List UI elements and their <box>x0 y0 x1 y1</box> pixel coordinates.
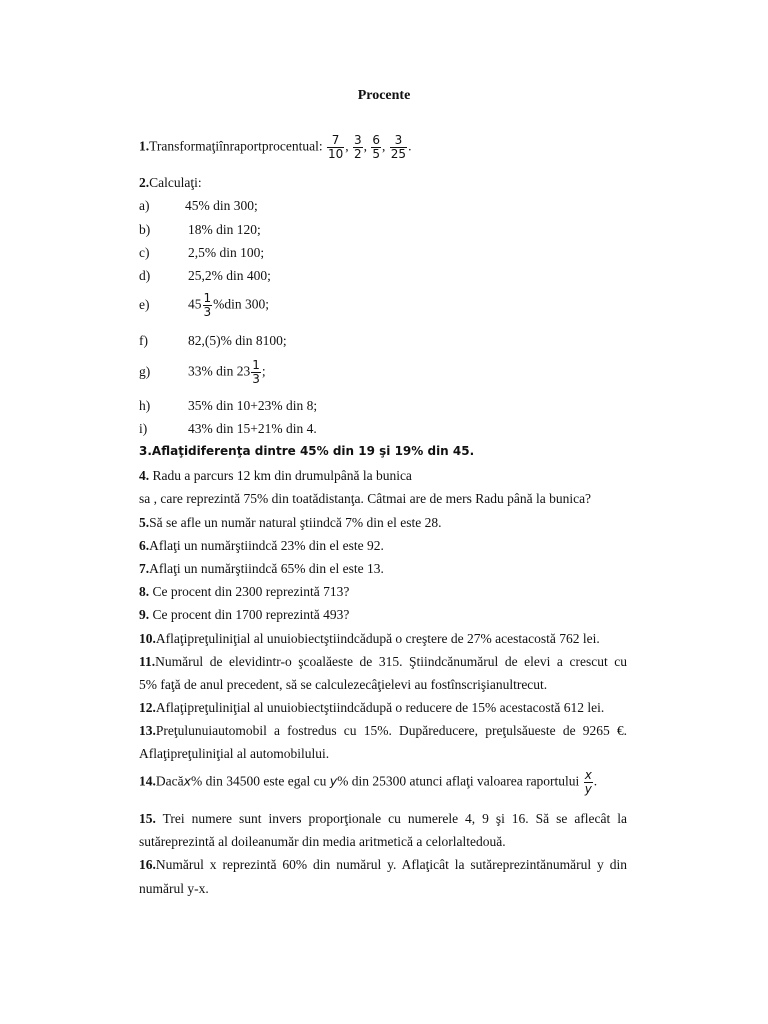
page-title: Procente <box>357 88 411 103</box>
exercise-12: 12.Aflaţipreţuliniţial al unuiobiectştiindcădupă o reducere de 15% acestacostă 612 lei. <box>139 700 605 715</box>
exercise-13-cont: Aflaţipreţuliniţial al automobilului. <box>139 746 330 761</box>
exercise-16: 16.Numărul x reprezintă 60% din numărul y. Aflaţicât la sutăreprezintănumărul y din <box>139 857 627 872</box>
exercise-7: 7.Aflaţi un numărştiindcă 65% din el este 13. <box>139 561 384 576</box>
fraction: $\frac{3}{25}$ <box>390 133 407 161</box>
exercise-11: 11.Numărul de elevidintr-o şcoalăeste de 315. Ştiindcănumărul de elevi a crescut cu <box>139 654 627 669</box>
fraction: $\frac{7}{10}$ <box>327 133 344 161</box>
fraction: $\frac{3}{2}$ <box>354 133 362 161</box>
exercise-6: 6.Aflaţi un numărştiindcă 23% din el este 92. <box>139 538 384 553</box>
item-g: g) 33% din 23 $\frac{1}{3}$ ; <box>139 358 266 386</box>
item-c: c) 2,5% din 100; <box>139 245 265 260</box>
exercise-1: 1.Transformaţiînraportprocentual: $\frac{7}{10}$ , $\frac{3}{2}$ , $\frac{6}{5}$ , $\frac{3}{25}$ . <box>139 133 412 161</box>
exercise-10: 10.Aflaţipreţuliniţial al unuiobiectştiindcădupă o creştere de 27% acestacostă 762 lei. <box>139 631 600 646</box>
exercise-13: 13.Preţulunuiautomobil a fostredus cu 15%. Dupăreducere, preţulsăueste de 9265 €. <box>139 723 627 738</box>
exercise-4: 4. Radu a parcurs 12 km din drumulpână la bunica <box>139 468 412 483</box>
exercise-3: 3.Aflaţidiferenţa dintre 45% din 19 şi 19% din 45. <box>139 444 475 458</box>
exercise-number: 2. <box>139 175 150 190</box>
exercise-text: Transformaţiînraportprocentual: <box>149 138 326 154</box>
exercise-9: 9. Ce procent din 1700 reprezintă 493? <box>139 607 350 622</box>
item-b: b) 18% din 120; <box>139 222 261 237</box>
exercise-8: 8. Ce procent din 2300 reprezintă 713? <box>139 584 350 599</box>
item-d: d) 25,2% din 400; <box>139 268 271 283</box>
exercise-number: 1. <box>139 138 150 154</box>
item-f: f) 82,(5)% din 8100; <box>139 333 287 348</box>
exercise-16-cont: numărul y-x. <box>139 881 209 896</box>
exercise-2 <box>139 175 202 191</box>
item-e: e) 45 $\frac{1}{3}$ %din 300; <box>139 291 270 319</box>
exercise-15: 15. Trei numere sunt invers proporţionale cu numerele 4, 9 şi 16. Să se aflecât la <box>139 811 627 826</box>
exercise-15-cont: sutăreprezintă al doileanumăr din media aritmetică a celorlaltedouă. <box>139 834 506 849</box>
item-h: h) 35% din 10+23% din 8; <box>139 398 318 413</box>
fraction: $\frac{6}{5}$ <box>372 133 381 161</box>
exercise-4-cont: sa , care reprezintă 75% din toatădistanţa. Câtmai are de mers Radu până la bunica? <box>139 491 592 506</box>
exercise-11-cont: 5% faţă de anul precedent, să se calculezecâţielevi au fostînscrişianultrecut. <box>139 677 548 692</box>
item-i: i) 43% din 15+21% din 4. <box>139 421 317 436</box>
exercise-5: 5.Să se afle un număr natural ştiindcă 7% din el este 28. <box>139 515 442 530</box>
exercise-14: 14.Dacăx% din 34500 este egal cu y% din 25300 atunci aflaţi valoarea raportului $\frac{x}{y}$ . <box>139 768 598 796</box>
exercise-text: Calculaţi: <box>149 175 202 190</box>
item-a: a) 45% din 300; <box>139 198 258 213</box>
